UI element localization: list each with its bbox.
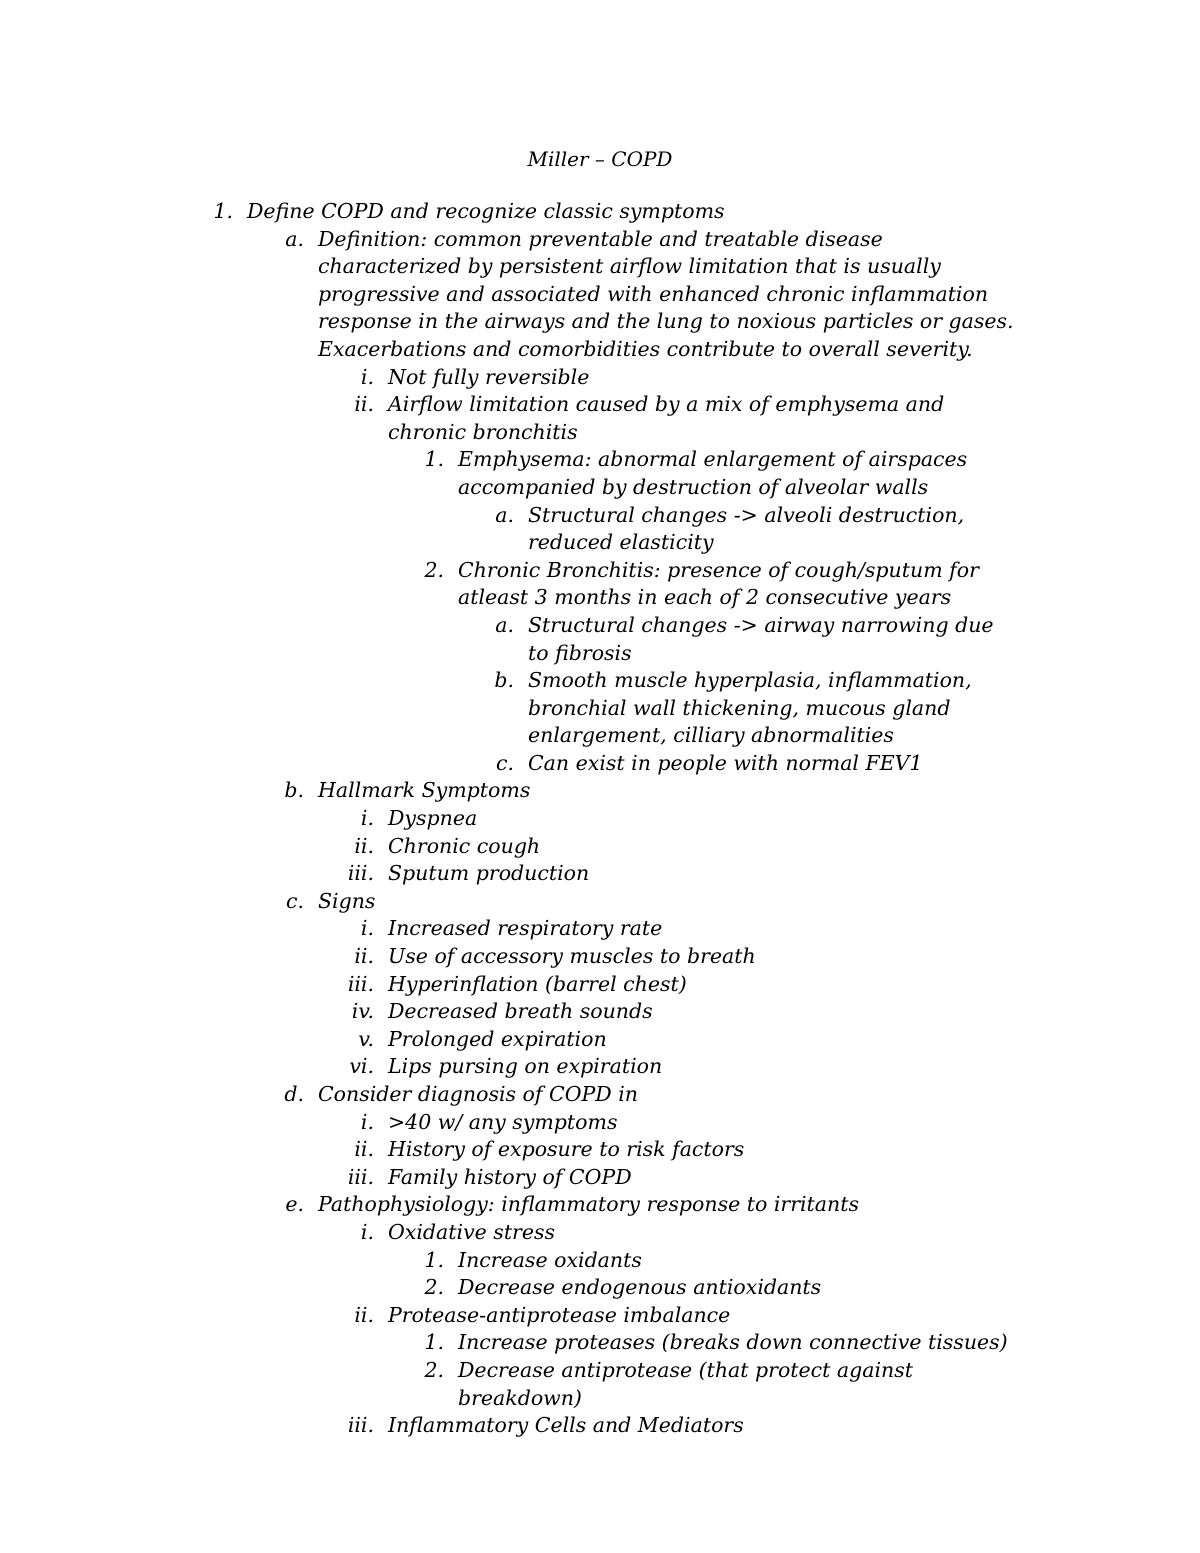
list-item-text: >40 w/ any symptoms — [388, 1109, 618, 1134]
outline-item — [360, 915, 1020, 943]
outline-item — [347, 971, 1020, 999]
outline-item — [424, 1274, 1020, 1302]
list-marker: iv. — [351, 999, 374, 1024]
list-item-text: Family history of COPD — [388, 1164, 632, 1189]
list-marker: i. — [360, 916, 374, 941]
list-marker: iii. — [347, 861, 374, 886]
list-marker: 2. — [424, 557, 444, 582]
outline-item — [424, 1329, 1020, 1357]
list-marker: ii. — [354, 833, 374, 858]
outline-item — [285, 226, 1020, 364]
list-marker: i. — [360, 364, 374, 389]
list-marker: b. — [284, 778, 304, 803]
list-marker: a. — [495, 502, 514, 527]
outline-item — [495, 502, 1020, 557]
list-item-text: Use of accessory muscles to breath — [388, 944, 756, 969]
list-item-text: Define COPD and recognize classic symptoms — [247, 199, 725, 223]
list-marker: ii. — [354, 392, 374, 417]
page-title: Miller – COPD — [527, 147, 673, 171]
outline-item — [424, 446, 1020, 501]
list-marker: ii. — [354, 1302, 374, 1327]
list-marker: 2. — [424, 1357, 444, 1382]
list-item-text: Emphysema: abnormal enlargement of airspaces accompanied by destruction of alveolar walls — [458, 447, 968, 499]
list-marker: i. — [360, 1109, 374, 1134]
list-item-text: Decreased breath sounds — [388, 999, 653, 1024]
list-marker: ii. — [354, 1137, 374, 1162]
outline-item — [358, 1026, 1020, 1054]
outline-item — [286, 888, 1020, 916]
list-marker: i. — [360, 1219, 374, 1244]
outline-item — [424, 1357, 1020, 1412]
outline-item — [360, 1219, 1020, 1247]
list-item-text: History of exposure to risk factors — [388, 1137, 745, 1162]
list-marker: iii. — [347, 1164, 374, 1189]
list-marker: c. — [286, 888, 304, 913]
list-marker: b. — [494, 668, 514, 693]
outline-item — [360, 1109, 1020, 1137]
list-item-text: Hyperinflation (barrel chest) — [388, 971, 687, 996]
outline-item — [424, 557, 1020, 612]
list-item-text: Chronic Bronchitis: presence of cough/sputum for atleast 3 months in each of 2 consecutive years — [458, 557, 979, 610]
outline-item — [360, 805, 1020, 833]
list-marker: i. — [360, 806, 374, 831]
list-item-text: Hallmark Symptoms — [318, 778, 531, 803]
list-marker: 1. — [424, 1330, 444, 1355]
outline-list — [0, 198, 1200, 1440]
outline-item — [496, 750, 1020, 778]
list-marker: iii. — [347, 1413, 374, 1438]
list-marker: a. — [495, 612, 514, 637]
outline-item — [347, 1412, 1020, 1440]
list-item-text: Structural changes -> airway narrowing due to fibrosis — [528, 612, 994, 665]
list-item-text: Can exist in people with normal FEV1 — [528, 750, 923, 775]
list-marker: ii. — [354, 944, 374, 969]
outline-item — [347, 1164, 1020, 1192]
list-item-text: Smooth muscle hyperplasia, inflammation, bronchial wall thickening, mucous gland enlargement, cilliary abnormalities — [528, 668, 972, 748]
list-marker: 1. — [424, 447, 444, 472]
list-item-text: Dyspnea — [388, 806, 478, 831]
list-marker: iii. — [347, 971, 374, 996]
list-item-text: Increased respiratory rate — [388, 916, 663, 941]
list-item-text: Increase oxidants — [458, 1247, 642, 1272]
outline-item — [213, 198, 1020, 226]
list-marker: e. — [285, 1192, 304, 1217]
list-marker: d. — [284, 1082, 304, 1106]
list-marker: v. — [358, 1026, 374, 1051]
outline-item — [495, 612, 1020, 667]
list-item-text: Lips pursing on expiration — [388, 1054, 663, 1079]
list-marker: 1. — [213, 199, 233, 223]
outline-item — [354, 391, 1020, 446]
list-item-text: Pathophysiology: inflammatory response to irritants — [318, 1192, 859, 1217]
outline-item — [354, 833, 1020, 861]
outline-item — [360, 364, 1020, 392]
list-marker: a. — [285, 226, 304, 251]
outline-item — [285, 1191, 1020, 1219]
list-marker: vi. — [349, 1054, 374, 1079]
list-item-text: Increase proteases (breaks down connective tissues) — [458, 1330, 1008, 1355]
list-marker: 1. — [424, 1247, 444, 1272]
outline-item — [494, 667, 1020, 750]
list-item-text: Signs — [318, 888, 376, 913]
list-item-text: Prolonged expiration — [388, 1026, 607, 1051]
list-item-text: Chronic cough — [388, 833, 541, 858]
outline-item — [354, 1136, 1020, 1164]
list-marker: 2. — [424, 1275, 444, 1300]
list-item-text: Structural changes -> alveoli destruction, reduced elasticity — [528, 502, 965, 555]
outline-item — [284, 777, 1020, 805]
list-item-text: Oxidative stress — [388, 1219, 556, 1244]
list-item-text: Decrease endogenous antioxidants — [458, 1275, 822, 1300]
outline-item — [424, 1247, 1020, 1275]
list-marker: c. — [496, 750, 514, 775]
outline-item — [349, 1053, 1020, 1081]
list-item-text: Not fully reversible — [388, 364, 590, 389]
list-item-text: Inflammatory Cells and Mediators — [388, 1413, 744, 1438]
outline-item — [347, 860, 1020, 888]
outline-item — [354, 1302, 1020, 1330]
outline-item — [354, 943, 1020, 971]
list-item-text: Decrease antiprotease (that protect against breakdown) — [458, 1357, 913, 1410]
list-item-text: Protease-antiprotease imbalance — [388, 1302, 731, 1327]
list-item-text: Airflow limitation caused by a mix of emphysema and chronic bronchitis — [388, 392, 945, 444]
list-item-text: Consider diagnosis of COPD in — [318, 1082, 639, 1106]
list-item-text: Definition: common preventable and treatable disease characterized by persistent airflow limitation that is usually progressive and associated with enhanced chronic inflammation response in the airways and the lung to noxious particles or gases. Exacerbations and comorbidities contribute to overall severity. — [318, 226, 1014, 361]
outline-item — [351, 998, 1020, 1026]
outline-item — [284, 1081, 1020, 1109]
list-item-text: Sputum production — [388, 861, 590, 886]
